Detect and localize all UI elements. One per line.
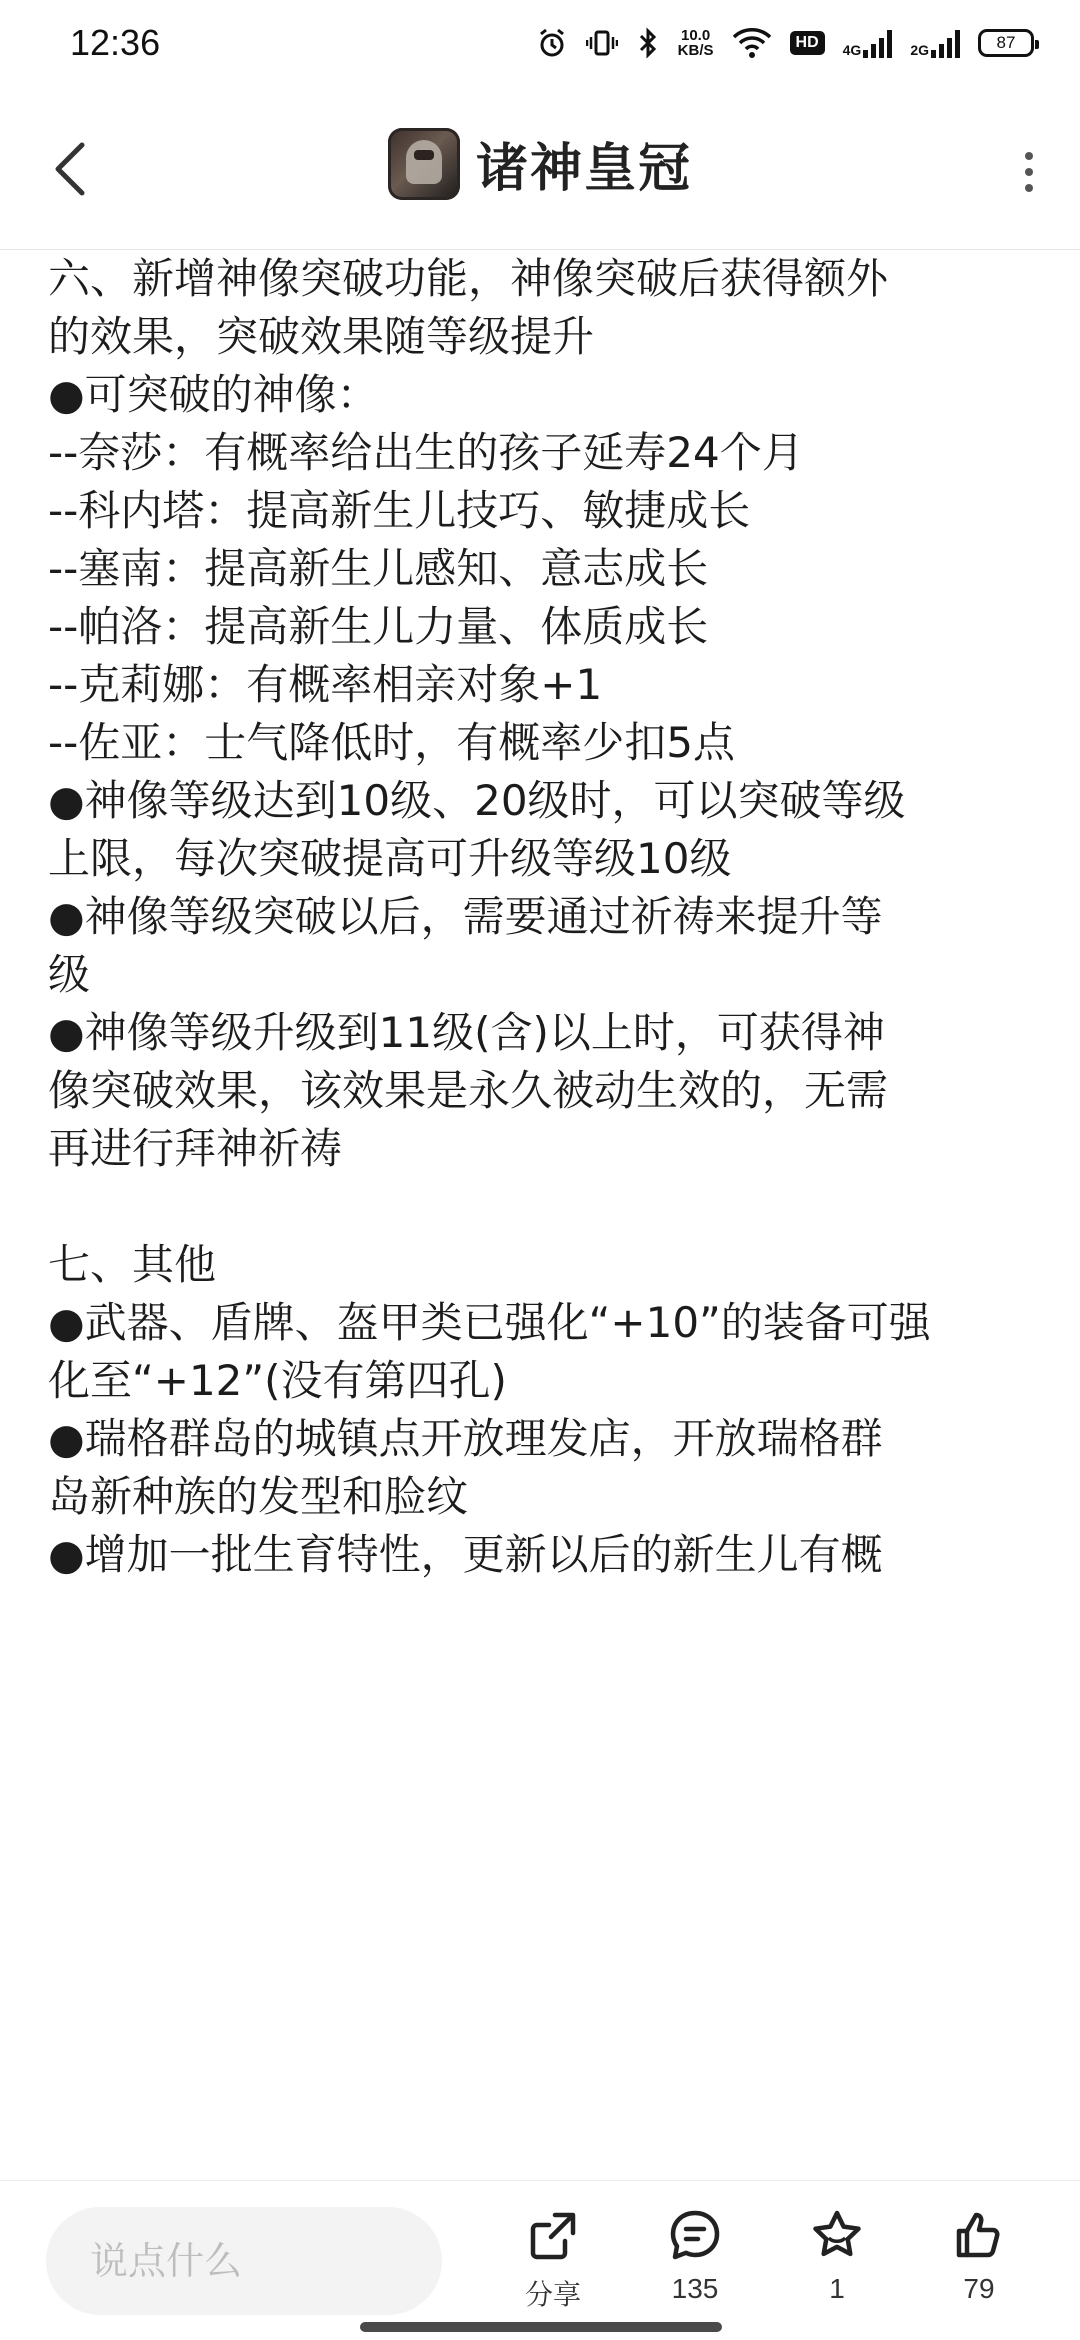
article-line: ●武器、盾牌、盔甲类已强化“+10”的装备可强 — [48, 1298, 931, 1347]
share-button[interactable] — [498, 2207, 608, 2313]
signal-2g-label: 2G — [910, 42, 929, 58]
article-blank-line — [48, 1178, 1038, 1236]
article-content — [48, 250, 1038, 2190]
thumbs-up-icon — [951, 2207, 1007, 2263]
more-button[interactable] — [1014, 142, 1044, 202]
like-count: 79 — [963, 2273, 995, 2304]
wifi-icon — [732, 27, 772, 59]
article-line: --科内塔：提高新生儿技巧、敏捷成长 — [48, 486, 751, 535]
comment-icon — [667, 2207, 723, 2263]
app-logo — [388, 128, 460, 200]
signal-4g-label: 4G — [842, 42, 862, 58]
article-line: 七、其他 — [48, 1240, 217, 1289]
header-title-group — [0, 126, 1080, 201]
article-line: --帕洛：提高新生儿力量、体质成长 — [48, 602, 709, 651]
bluetooth-icon — [636, 27, 660, 59]
article-line: ●神像等级突破以后，需要通过祈祷来提升等 — [48, 892, 883, 941]
hd-badge: HD — [790, 31, 825, 55]
article-line: ●增加一批生育特性，更新以后的新生儿有概 — [48, 1530, 883, 1579]
article-line: ●神像等级升级到11级(含)以上时，可获得神 — [48, 1008, 885, 1057]
article-line: --塞南：提高新生儿感知、意志成长 — [48, 544, 709, 593]
battery-icon — [978, 29, 1034, 57]
alarm-icon — [536, 27, 568, 59]
net-speed-value: 10.0 — [680, 27, 711, 44]
vibrate-icon — [586, 27, 618, 59]
article-line: 像突破效果，该效果是永久被动生效的，无需 — [48, 1066, 889, 1115]
status-time: 12:36 — [70, 22, 161, 63]
like-button[interactable] — [924, 2207, 1034, 2305]
status-icons — [536, 27, 1034, 59]
article-line: 化至“+12”(没有第四孔) — [48, 1356, 507, 1405]
signal-bars-icon — [931, 28, 960, 58]
comment-input[interactable] — [46, 2207, 442, 2315]
article-line: --克莉娜：有概率相亲对象+1 — [48, 660, 603, 709]
article-line: 再进行拜神祈祷 — [48, 1124, 343, 1173]
comment-button[interactable] — [640, 2207, 750, 2305]
star-icon — [809, 2207, 865, 2263]
comment-count: 135 — [671, 2273, 719, 2304]
article-line: 六、新增神像突破功能，神像突破后获得额外 — [48, 254, 889, 303]
article-line: ●可突破的神像： — [48, 370, 379, 419]
battery-level: 87 — [996, 33, 1016, 52]
net-speed — [678, 28, 714, 58]
article-line: 岛新种族的发型和脸纹 — [48, 1472, 469, 1521]
article-line: ●神像等级达到10级、20级时，可以突破等级 — [48, 776, 906, 825]
more-vertical-icon — [1025, 152, 1033, 160]
status-bar — [0, 0, 1080, 86]
app-header — [0, 86, 1080, 250]
net-speed-unit: KB/S — [677, 42, 714, 59]
article-line: --佐亚：士气降低时，有概率少扣5点 — [48, 718, 736, 767]
article-line: 级 — [48, 950, 91, 999]
bottom-action-bar — [0, 2180, 1080, 2340]
favorite-button[interactable] — [782, 2207, 892, 2305]
share-icon — [525, 2207, 581, 2263]
article-line: --奈莎：有概率给出生的孩子延寿24个月 — [48, 428, 804, 477]
signal-4g — [843, 28, 893, 58]
share-label: 分享 — [524, 2279, 581, 2310]
home-indicator[interactable] — [360, 2322, 722, 2332]
signal-bars-icon — [863, 28, 892, 58]
article-line: ●瑞格群岛的城镇点开放理发店，开放瑞格群 — [48, 1414, 883, 1463]
page-title: 诸神皇冠 — [475, 139, 692, 199]
favorite-count: 1 — [829, 2273, 845, 2304]
article-line: 上限，每次突破提高可升级等级10级 — [48, 834, 732, 883]
article-line: 的效果，突破效果随等级提升 — [48, 312, 595, 361]
signal-2g — [910, 28, 960, 58]
